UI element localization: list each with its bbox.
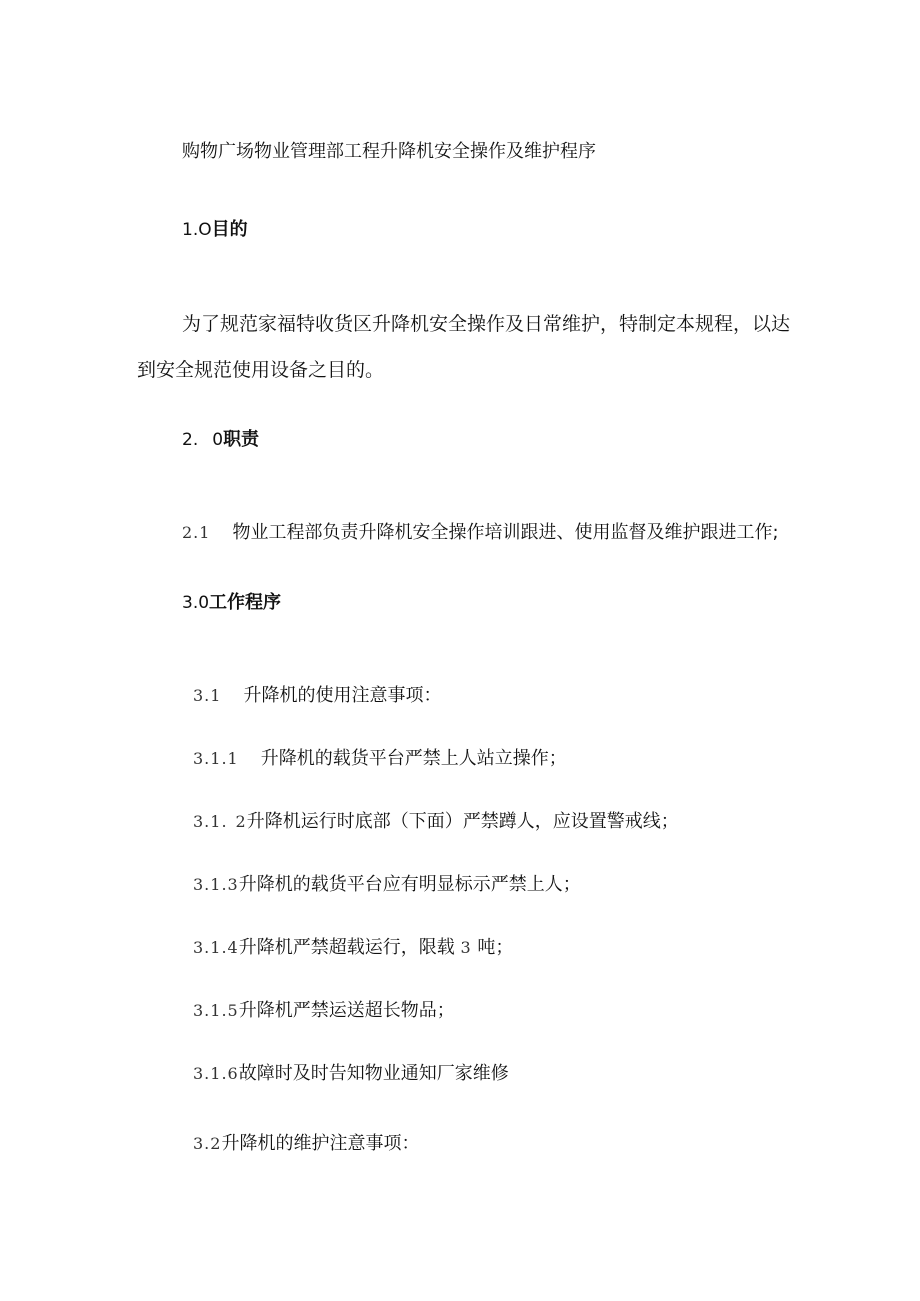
item-3-1-4-limit: 3	[460, 938, 472, 957]
item-3-1-2-text: 升降机运行时底部（下面）严禁蹲人，应设置警戒线；	[246, 811, 679, 832]
item-3-1-4-text-a: 升降机严禁超载运行，限载	[238, 937, 455, 958]
item-3-1-4	[193, 936, 513, 960]
item-2-1-number: 2.1	[182, 523, 211, 542]
section-3-number: 3.0	[182, 593, 210, 613]
section-2-number-b: 0	[212, 430, 224, 450]
section-1-paragraph-line-2: 到安全规范使用设备之目的。	[137, 359, 385, 381]
item-3-1-3-text: 升降机的载货平台应有明显标示严禁上人；	[238, 874, 581, 895]
item-2-1-text: 物业工程部负责升降机安全操作培训跟进、使用监督及维护跟进工作;	[232, 522, 779, 543]
item-3-1-4-number: 3.1.4	[193, 938, 239, 957]
item-3-1-5-number: 3.1.5	[193, 1001, 239, 1020]
item-3-1-2	[193, 810, 679, 834]
item-3-1-text: 升降机的使用注意事项：	[243, 685, 442, 706]
item-3-1-3	[193, 873, 581, 897]
item-3-1-4-text-b: 吨；	[477, 937, 514, 958]
section-2-number-a: 2.	[182, 430, 199, 450]
section-1-title: 目的	[211, 219, 248, 240]
document-title: 购物广场物业管理部工程升降机安全操作及维护程序	[182, 141, 596, 162]
section-1-paragraph-line-1: 为了规范家福特收货区升降机安全操作及日常维护，特制定本规程，以达	[182, 313, 791, 335]
section-1-heading	[182, 218, 248, 242]
item-3-1-6	[193, 1062, 509, 1086]
item-3-2-text: 升降机的维护注意事项：	[221, 1133, 420, 1154]
section-2-heading	[182, 428, 259, 452]
item-3-1-2-number-a: 3.1.	[193, 812, 228, 831]
item-3-2-number: 3.2	[193, 1134, 222, 1153]
item-3-1-5-text: 升降机严禁运送超长物品；	[238, 1000, 455, 1021]
item-3-1-1	[193, 747, 567, 771]
item-3-1-6-number: 3.1.6	[193, 1064, 239, 1083]
item-3-1-5	[193, 999, 455, 1023]
item-2-1	[182, 521, 779, 545]
item-3-1-1-number: 3.1.1	[193, 749, 239, 768]
section-2-title: 职责	[223, 429, 260, 450]
item-3-2	[193, 1132, 419, 1156]
item-3-1-number: 3.1	[193, 686, 222, 705]
item-3-1-6-text: 故障时及时告知物业通知厂家维修	[238, 1063, 509, 1084]
section-1-number: 1.O	[182, 220, 212, 240]
section-3-title: 工作程序	[209, 592, 282, 613]
item-3-1-2-number-b: 2	[235, 812, 247, 831]
section-3-heading	[182, 591, 281, 615]
item-3-1-3-number: 3.1.3	[193, 875, 239, 894]
item-3-1	[193, 684, 441, 708]
item-3-1-1-text: 升降机的载货平台严禁上人站立操作；	[260, 748, 567, 769]
